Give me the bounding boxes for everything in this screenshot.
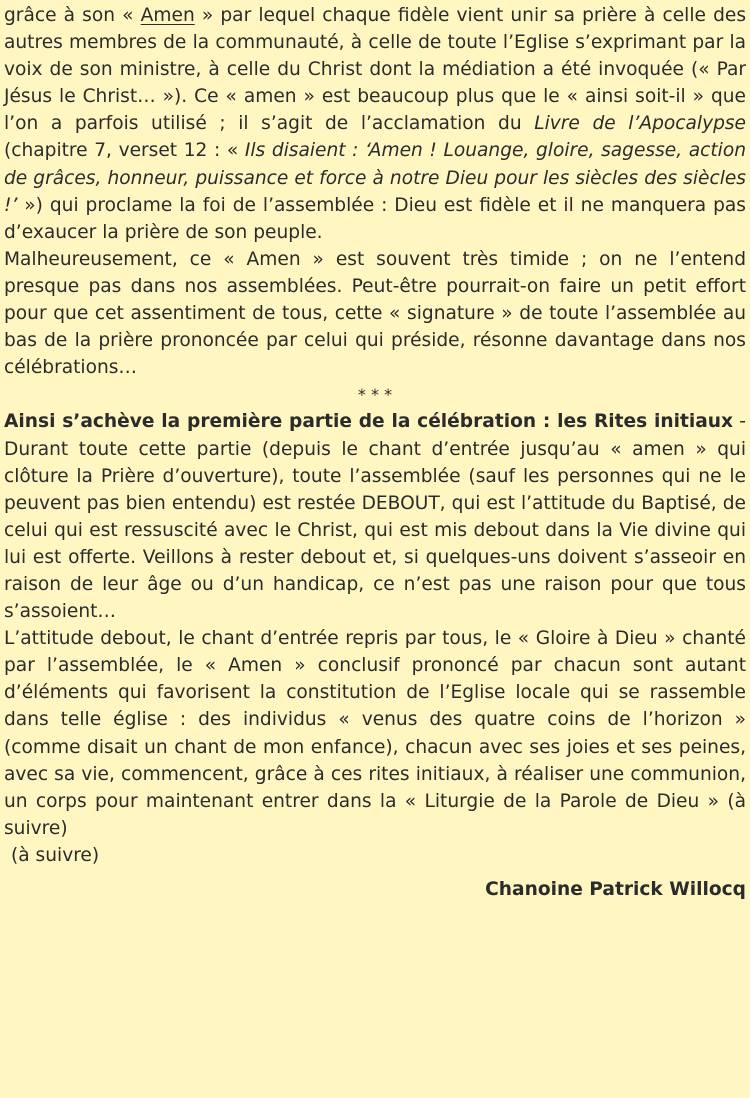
section-heading: Ainsi s’achève la première partie de la célébration : les Rites initiaux	[4, 411, 734, 433]
paragraph-text: ») qui proclame la foi de l’assemblée : Dieu est fidèle et il ne manquera pas d’exaucer la prière de son peuple.	[4, 194, 746, 243]
paragraph-text: grâce à son «	[4, 5, 141, 26]
paragraph-standing-attitude: L’attitude debout, le chant d’entrée repris par tous, le « Gloire à Dieu » chanté par l’assemblée, le « Amen » conclusif prononcé par chacun sont autant d’éléments qui favorisent la constitution de l’Eglise locale qui se rassemble dans telle église : des individus « venus des quatre coins de l’horizon » (comme disait un chant de mon enfance), chacun avec ses joies et ses peines, avec sa vie, commencent, grâce à ces rites initiaux, à réaliser une communion, un corps pour maintenant entrer dans la « Liturgie de la Parole de Dieu » (à suivre)	[4, 628, 746, 839]
paragraph-text: » par lequel chaque fidèle vient unir sa prière à celle des autres membres de la communauté, à celle de toute l’Eglise s’exprimant par la voix de son ministre, à celle du Christ dont la médiation a été invoquée (« Par Jésus le Christ… »). Ce « amen » est beaucoup plus que le « ainsi soit-il » que l’on a parfois utilisé ; il s’agit de l’acclamation du	[4, 5, 746, 135]
underlined-amen: Amen	[140, 5, 195, 26]
author-signature: Chanoine Patrick Willocq	[485, 879, 746, 900]
paragraph-text: - Durant toute cette partie (depuis le chant d’entrée jusqu’au « amen » qui clôture la Prière d’ouverture), toute l’assemblée (sauf les personnes qui ne le peuvent pas bien entendu) est restée DEBOUT, qui est l’attitude du Baptisé, de celui qui est ressuscité avec le Christ, qui est mis debout dans la Vie divine qui lui est offerte. Veillons à rester debout et, si quelques-uns doivent s’asseoir en raison de leur âge ou d’un handicap, ce n’est pas une raison pour que tous s’assoient…	[4, 411, 746, 623]
book-title: Livre de l’Apocalypse	[534, 113, 746, 135]
section-separator: * * *	[357, 385, 393, 405]
to-be-continued: (à suivre)	[11, 844, 100, 866]
paragraph-timid-amen: Malheureusement, ce « Amen » est souvent très timide ; on ne l’entend presque pas dans nos assemblées. Peut-être pourrait-on faire un petit effort pour que cet assentiment de tous, cette « signature » de toute l’assemblée au bas de la prière prononcée par celui qui préside, résonne davantage dans nos célébrations…	[4, 248, 746, 379]
paragraph-amen-explanation	[4, 2, 746, 246]
paragraph-text: (chapitre 7, verset 12 : «	[4, 140, 245, 162]
scripture-quote: Ils disaient : ‘Amen ! Louange, gloire, sagesse, action de grâces, honneur, puissance et force à notre Dieu pour les siècles des siècles !’	[4, 140, 746, 216]
paragraph-initial-rites	[4, 408, 746, 625]
